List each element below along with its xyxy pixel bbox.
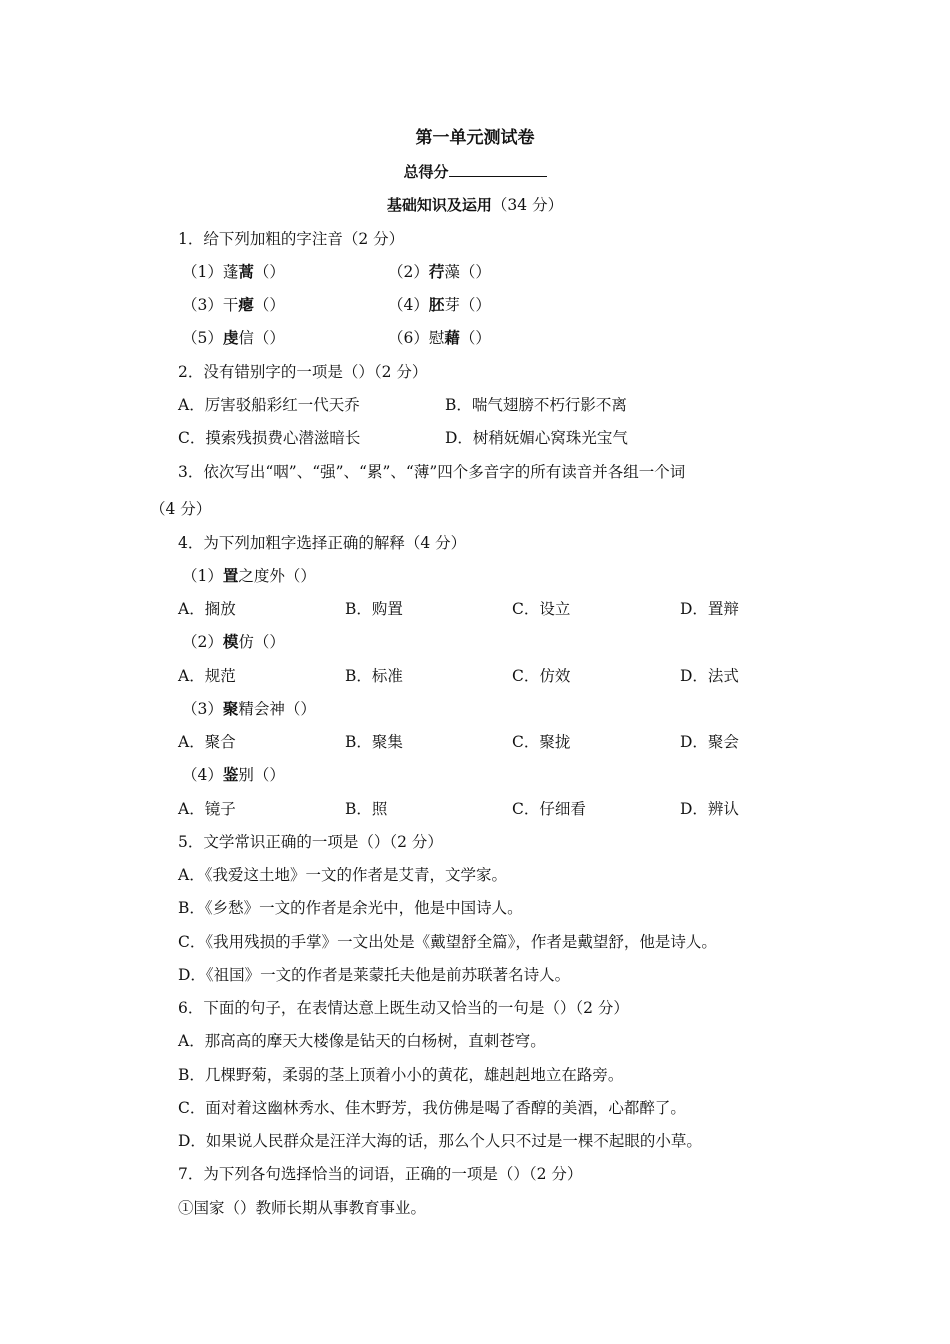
q4-3-option-a: A．聚合 — [178, 733, 236, 751]
q4-1-option-d: D．置辩 — [680, 600, 739, 618]
q4-3-option-c: C．聚拢 — [512, 733, 571, 751]
q5-option-a: A．《我爱这土地》一文的作者是艾青，文学家。 — [178, 866, 507, 884]
total-score-label: 总得分 — [403, 163, 449, 181]
q4-1-option-a: A．搁放 — [178, 600, 236, 618]
q1-item-5: （5）虔信（） — [182, 329, 285, 347]
page-title: 第一单元测试卷 — [415, 128, 535, 148]
q4-2-option-a: A．规范 — [178, 667, 236, 685]
q7-line-1: ①国家（）教师长期从事教育事业。 — [178, 1199, 427, 1217]
q4-4-option-c: C．仔细看 — [512, 800, 586, 818]
q5-option-b: B．《乡愁》一文的作者是余光中，他是中国诗人。 — [178, 899, 523, 917]
section-title: 基础知识及运用 — [386, 196, 492, 214]
question-3-stem: 3．依次写出“咽”、“强”、“累”、“薄”四个多音字的所有读音并各组一个词 — [178, 463, 686, 481]
q4-4-option-a: A．镜子 — [178, 800, 236, 818]
q4-sub-2: （2）模仿（） — [182, 633, 285, 651]
q6-option-a: A．那高高的摩天大楼像是钻天的白杨树，直刺苍穹。 — [178, 1032, 546, 1050]
question-7-stem: 7．为下列各句选择恰当的词语，正确的一项是（）（2 分） — [178, 1165, 583, 1183]
score-blank[interactable] — [449, 162, 547, 177]
question-5-stem: 5．文学常识正确的一项是（）（2 分） — [178, 833, 443, 851]
q6-option-c: C．面对着这幽林秀水、佳木野芳，我仿佛是喝了香醇的美酒，心都醉了。 — [178, 1099, 686, 1117]
section-points: （34 分） — [491, 196, 564, 214]
q5-option-c: C．《我用残损的手掌》一文出处是《戴望舒全篇》，作者是戴望舒，他是诗人。 — [178, 933, 717, 951]
q4-2-option-d: D．法式 — [680, 667, 739, 685]
q4-2-option-b: B．标准 — [345, 667, 403, 685]
question-4-stem: 4．为下列加粗字选择正确的解释（4 分） — [178, 534, 467, 552]
q6-option-b: B．几棵野菊，柔弱的茎上顶着小小的黄花，雄赳赳地立在路旁。 — [178, 1066, 624, 1084]
q5-option-d: D．《祖国》一文的作者是莱蒙托夫他是前苏联著名诗人。 — [178, 966, 571, 984]
q4-3-option-d: D．聚会 — [680, 733, 739, 751]
q1-item-3: （3）干瘪（） — [182, 296, 285, 314]
q4-4-option-b: B．照 — [345, 800, 388, 818]
q4-4-option-d: D．辨认 — [680, 800, 739, 818]
question-3-points: （4 分） — [150, 500, 212, 518]
q2-option-b: B．喘气翅膀不朽行影不离 — [445, 396, 627, 414]
q1-item-2: （2）荇藻（） — [388, 263, 491, 281]
q2-option-d: D．树稍妩媚心窝珠光宝气 — [445, 429, 628, 447]
q4-sub-3: （3）聚精会神（） — [182, 700, 316, 718]
q1-item-4: （4）胚芽（） — [388, 296, 491, 314]
q4-sub-1: （1）置之度外（） — [182, 567, 316, 585]
q4-3-option-b: B．聚集 — [345, 733, 403, 751]
total-score-line — [0, 162, 950, 182]
q4-2-option-c: C．仿效 — [512, 667, 571, 685]
q1-item-6: （6）慰藉（） — [388, 329, 491, 347]
question-1-stem: 1．给下列加粗的字注音（2 分） — [178, 230, 405, 248]
question-2-stem: 2．没有错别字的一项是（）（2 分） — [178, 363, 428, 381]
q6-option-d: D．如果说人民群众是汪洋大海的话，那么个人只不过是一棵不起眼的小草。 — [178, 1132, 702, 1150]
q4-1-option-b: B．购置 — [345, 600, 403, 618]
q4-1-option-c: C．设立 — [512, 600, 571, 618]
question-6-stem: 6．下面的句子，在表情达意上既生动又恰当的一句是（）（2 分） — [178, 999, 629, 1017]
q4-sub-4: （4）鉴别（） — [182, 766, 285, 784]
q2-option-c: C．摸索残损费心潜滋暗长 — [178, 429, 361, 447]
q2-option-a: A．厉害驳船彩红一代天乔 — [178, 396, 360, 414]
section-heading — [0, 195, 950, 215]
q1-item-1: （1）蓬蒿（） — [182, 263, 285, 281]
